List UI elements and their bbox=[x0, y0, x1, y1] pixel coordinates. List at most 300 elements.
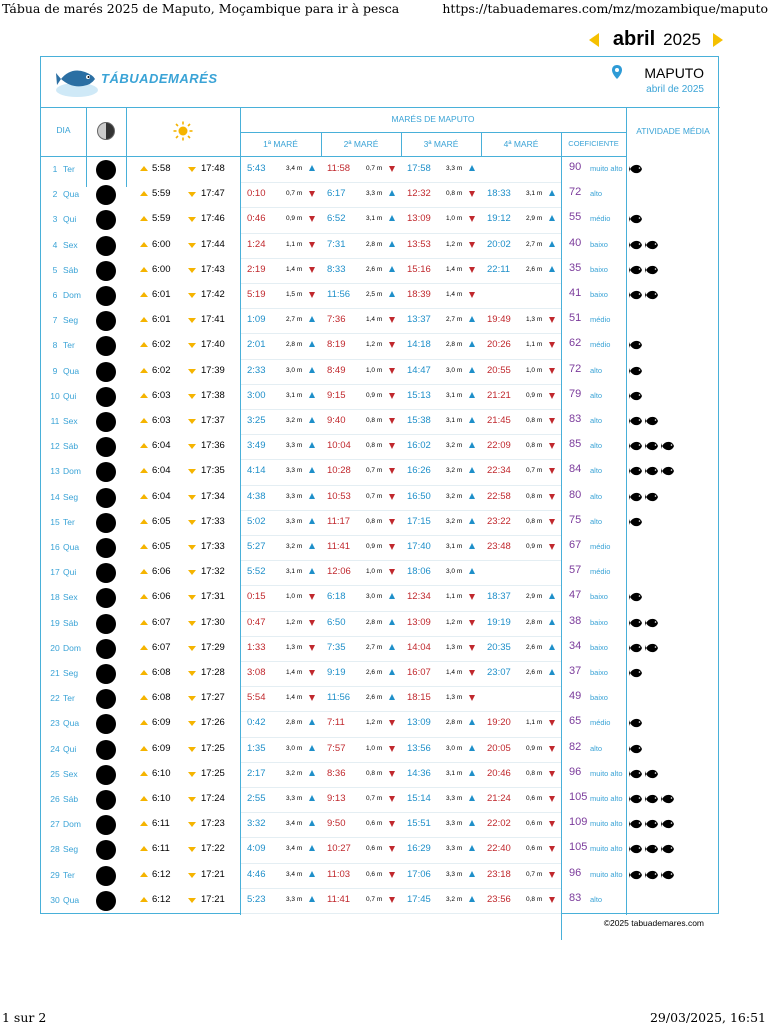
low-tide-icon bbox=[389, 544, 395, 550]
sunrise-time: 6:06 bbox=[152, 591, 171, 603]
tide-time: 21:45 bbox=[487, 415, 511, 426]
sunrise-time: 6:02 bbox=[152, 364, 171, 376]
day-number: 14 bbox=[50, 491, 60, 502]
fish-icon bbox=[629, 794, 643, 804]
tide-height: 1,2 m bbox=[446, 618, 463, 626]
fish-icon bbox=[629, 744, 643, 754]
sunrise-icon bbox=[140, 771, 148, 776]
coefficient-label: médio bbox=[590, 214, 611, 224]
sunset-time: 17:39 bbox=[201, 364, 225, 376]
tide-time: 23:56 bbox=[487, 893, 511, 905]
high-tide-icon bbox=[549, 593, 555, 599]
weekday: Qua bbox=[63, 365, 80, 376]
sunrise-icon bbox=[140, 569, 148, 574]
sunset-time: 17:21 bbox=[201, 868, 225, 880]
tide-height: 3,2 m bbox=[286, 769, 303, 777]
day-number: 13 bbox=[50, 466, 60, 477]
sunset-time: 17:48 bbox=[201, 163, 225, 174]
tide-height: 2,6 m bbox=[366, 694, 383, 702]
tide-time: 20:46 bbox=[487, 767, 511, 779]
sunrise-time: 5:58 bbox=[152, 163, 171, 174]
location-city: MAPUTO bbox=[644, 65, 704, 81]
sunset-time: 17:27 bbox=[201, 692, 225, 704]
print-page-title: Tábua de marés 2025 de Maputo, Moçambique para ir à pesca bbox=[2, 1, 400, 16]
tide-height: 0,8 m bbox=[366, 769, 383, 777]
table-row bbox=[41, 787, 720, 812]
tide-height: 0,7 m bbox=[366, 165, 383, 172]
tide-time: 11:41 bbox=[327, 541, 351, 552]
sunset-time: 17:34 bbox=[201, 490, 225, 502]
day-number: 16 bbox=[50, 542, 60, 552]
high-tide-icon bbox=[469, 770, 475, 776]
tide-time: 8:49 bbox=[327, 364, 346, 376]
sunset-icon bbox=[188, 369, 196, 374]
tide-height: 3,1 m bbox=[286, 391, 303, 399]
tide-height: 0,7 m bbox=[526, 467, 543, 475]
high-tide-icon bbox=[469, 795, 475, 801]
low-tide-icon bbox=[389, 897, 395, 903]
fish-icon bbox=[661, 794, 675, 804]
sunrise-time: 6:05 bbox=[152, 515, 171, 527]
tide-height: 1,3 m bbox=[446, 694, 463, 702]
sunrise-icon bbox=[140, 897, 148, 902]
coefficient-label: muito alto bbox=[590, 768, 623, 778]
fishing-activity bbox=[629, 240, 659, 250]
fishing-activity bbox=[629, 391, 643, 401]
fish-icon bbox=[629, 819, 643, 829]
high-tide-icon bbox=[469, 745, 475, 751]
low-tide-icon bbox=[469, 670, 475, 676]
tide-height: 2,8 m bbox=[366, 618, 383, 626]
sunrise-icon bbox=[140, 443, 148, 448]
tide-height: 0,7 m bbox=[366, 795, 383, 802]
moon-phase-icon bbox=[96, 387, 116, 407]
month-name: abril bbox=[612, 28, 656, 50]
weekday: Seg bbox=[63, 315, 79, 326]
fishing-activity bbox=[629, 819, 675, 829]
location-city-wrap bbox=[626, 65, 704, 81]
fish-logo-icon bbox=[55, 63, 99, 99]
sunrise-time: 6:11 bbox=[152, 818, 170, 830]
tide-time: 18:33 bbox=[487, 188, 511, 200]
day-number: 4 bbox=[52, 239, 58, 250]
coefficient-label: muito alto bbox=[590, 819, 623, 829]
tide-height: 3,2 m bbox=[286, 543, 303, 550]
high-tide-icon bbox=[309, 770, 315, 776]
tide-time: 5:27 bbox=[247, 541, 266, 552]
weekday: Dom bbox=[63, 466, 81, 477]
moon-phase-icon bbox=[96, 740, 116, 760]
day-number: 6 bbox=[52, 290, 58, 300]
tide-height: 1,2 m bbox=[286, 618, 303, 626]
sunrise-time: 6:09 bbox=[152, 717, 171, 729]
weekday: Sex bbox=[63, 768, 78, 779]
tide-time: 18:37 bbox=[487, 591, 511, 603]
low-tide-icon bbox=[549, 544, 555, 550]
sunset-time: 17:25 bbox=[201, 767, 225, 779]
sunrise-time: 6:03 bbox=[152, 415, 171, 426]
high-tide-icon bbox=[549, 619, 555, 625]
tide-time: 4:46 bbox=[247, 868, 266, 880]
tide-time: 10:53 bbox=[327, 490, 351, 502]
high-tide-icon bbox=[469, 417, 475, 423]
coefficient-label: alto bbox=[590, 894, 603, 904]
sunrise-time: 6:08 bbox=[152, 692, 171, 704]
table-row bbox=[41, 333, 720, 358]
moon-phase-icon bbox=[96, 664, 116, 684]
table-row bbox=[41, 182, 720, 207]
fish-icon bbox=[629, 340, 643, 350]
fishing-activity bbox=[629, 366, 643, 376]
tide-time: 7:11 bbox=[327, 717, 345, 729]
tide-time: 20:55 bbox=[487, 364, 511, 376]
tide-time: 22:58 bbox=[487, 490, 511, 502]
day-number: 9 bbox=[52, 365, 58, 376]
tide-time: 13:56 bbox=[407, 742, 431, 754]
tide-height: 1,1 m bbox=[446, 593, 463, 601]
high-tide-icon bbox=[469, 493, 475, 499]
fish-icon bbox=[645, 466, 659, 476]
sunrise-time: 6:01 bbox=[152, 314, 171, 326]
sunset-time: 17:33 bbox=[201, 515, 225, 527]
header-activity: ATIVIDADE MÉDIA bbox=[636, 126, 710, 136]
moon-phase-icon bbox=[96, 210, 116, 230]
tide-height: 0,8 m bbox=[366, 517, 383, 525]
fishing-activity bbox=[629, 164, 643, 174]
fishing-activity bbox=[629, 466, 675, 476]
moon-phase-icon bbox=[96, 311, 116, 331]
low-tide-icon bbox=[469, 645, 475, 651]
fishing-activity bbox=[629, 643, 659, 653]
table-row bbox=[41, 888, 720, 913]
moon-phase-icon bbox=[96, 714, 116, 734]
moon-phase-icon bbox=[96, 639, 116, 659]
table-row bbox=[41, 585, 720, 610]
tide-time: 16:07 bbox=[407, 667, 431, 678]
low-tide-icon bbox=[309, 620, 315, 626]
sunset-time: 17:25 bbox=[201, 742, 225, 754]
tide-height: 1,0 m bbox=[366, 366, 383, 374]
coefficient-label: alto bbox=[590, 416, 603, 425]
tide-time: 4:09 bbox=[247, 843, 266, 855]
sunrise-icon bbox=[140, 544, 148, 549]
moon-phase-icon bbox=[96, 336, 116, 356]
tide-height: 1,0 m bbox=[526, 366, 543, 374]
sunrise-icon bbox=[140, 645, 148, 650]
tide-height: 3,3 m bbox=[286, 442, 303, 450]
low-tide-icon bbox=[549, 720, 555, 726]
tide-time: 14:47 bbox=[407, 364, 431, 376]
tide-height: 2,5 m bbox=[366, 291, 383, 298]
header-tides-group: MARÉS DE MAPUTO bbox=[391, 114, 475, 124]
tide-time: 10:27 bbox=[327, 843, 351, 855]
coefficient-label: baixo bbox=[590, 290, 608, 299]
header-day: DIA bbox=[56, 125, 71, 135]
sunrise-time: 6:08 bbox=[152, 667, 171, 678]
tide-height: 2,8 m bbox=[446, 341, 463, 349]
site-logo[interactable] bbox=[55, 63, 235, 99]
high-tide-icon bbox=[309, 896, 315, 902]
copyright: ©2025 tabuademares.com bbox=[603, 918, 704, 928]
high-tide-icon bbox=[469, 165, 475, 171]
coefficient-value: 47 bbox=[569, 589, 582, 602]
coefficient-value: 41 bbox=[569, 287, 582, 299]
sunrise-time: 6:10 bbox=[152, 793, 171, 804]
fish-icon bbox=[661, 466, 675, 476]
tide-time: 19:19 bbox=[487, 616, 511, 628]
day-number: 27 bbox=[50, 819, 60, 830]
sunrise-time: 5:59 bbox=[152, 213, 171, 225]
high-tide-icon bbox=[469, 442, 475, 448]
tide-time: 15:14 bbox=[407, 793, 431, 804]
fishing-activity bbox=[629, 290, 659, 300]
fishing-activity bbox=[629, 265, 659, 275]
low-tide-icon bbox=[549, 846, 555, 852]
fish-icon bbox=[645, 416, 659, 426]
tide-time: 14:18 bbox=[407, 339, 431, 351]
weekday: Sáb bbox=[63, 794, 79, 804]
moon-phase-icon bbox=[96, 866, 116, 886]
sunrise-time: 6:07 bbox=[152, 641, 171, 653]
high-tide-icon bbox=[309, 316, 315, 322]
tide-time: 19:49 bbox=[487, 314, 511, 326]
tide-time: 11:58 bbox=[327, 163, 351, 174]
sunrise-icon bbox=[140, 267, 148, 272]
tide-height: 3,3 m bbox=[286, 492, 303, 500]
tide-time: 1:35 bbox=[247, 742, 266, 754]
weekday: Ter bbox=[63, 869, 75, 880]
day-number: 17 bbox=[50, 567, 60, 578]
fish-icon bbox=[629, 391, 643, 401]
tide-time: 3:00 bbox=[247, 389, 266, 401]
fishing-activity bbox=[629, 668, 643, 678]
low-tide-icon bbox=[309, 216, 315, 222]
sunset-time: 17:21 bbox=[201, 893, 225, 905]
prev-month-icon[interactable] bbox=[589, 33, 599, 47]
tide-height: 0,9 m bbox=[366, 543, 383, 550]
tide-height: 0,9 m bbox=[526, 391, 543, 399]
sunset-time: 17:37 bbox=[201, 415, 225, 426]
tide-height: 2,9 m bbox=[526, 215, 543, 223]
sunset-time: 17:23 bbox=[201, 818, 225, 830]
coefficient-label: alto bbox=[590, 365, 603, 375]
high-tide-icon bbox=[309, 568, 315, 574]
moon-phase-icon bbox=[96, 362, 116, 382]
tide-time: 20:26 bbox=[487, 339, 511, 351]
fish-icon bbox=[629, 214, 643, 224]
sunset-time: 17:32 bbox=[201, 566, 225, 578]
low-tide-icon bbox=[549, 872, 555, 878]
sunrise-time: 6:00 bbox=[152, 263, 171, 275]
tide-time: 15:13 bbox=[407, 389, 431, 401]
moon-phase-icon bbox=[96, 261, 116, 281]
tide-time: 7:57 bbox=[327, 742, 346, 754]
low-tide-icon bbox=[389, 368, 395, 374]
moon-phase-icon bbox=[96, 765, 116, 785]
tide-time: 12:06 bbox=[327, 566, 351, 578]
low-tide-icon bbox=[389, 569, 395, 575]
tide-height: 2,8 m bbox=[446, 719, 463, 727]
coefficient-value: 105 bbox=[569, 841, 588, 854]
tide-time: 22:40 bbox=[487, 843, 511, 855]
fish-icon bbox=[629, 769, 643, 779]
table-row bbox=[41, 207, 720, 232]
tide-time: 9:13 bbox=[327, 793, 346, 804]
sunrise-icon bbox=[140, 746, 148, 751]
tide-height: 2,7 m bbox=[366, 643, 383, 651]
coefficient-value: 72 bbox=[569, 362, 582, 375]
coefficient-value: 72 bbox=[569, 186, 582, 199]
tide-time: 22:34 bbox=[487, 465, 511, 477]
tide-height: 3,0 m bbox=[446, 568, 463, 576]
tide-height: 3,0 m bbox=[286, 366, 303, 374]
print-header bbox=[0, 0, 768, 18]
tide-time: 19:20 bbox=[487, 717, 511, 729]
high-tide-icon bbox=[469, 568, 475, 574]
tide-height: 0,9 m bbox=[366, 391, 383, 399]
tide-time: 5:43 bbox=[247, 163, 266, 174]
sunrise-icon bbox=[140, 317, 148, 322]
low-tide-icon bbox=[309, 191, 315, 197]
tide-height: 3,3 m bbox=[446, 165, 463, 172]
high-tide-icon bbox=[469, 392, 475, 398]
low-tide-icon bbox=[389, 872, 395, 878]
tide-height: 1,4 m bbox=[446, 669, 463, 676]
tide-height: 1,2 m bbox=[446, 240, 463, 248]
sunrise-icon bbox=[140, 872, 148, 877]
tide-time: 3:49 bbox=[247, 440, 266, 452]
weekday: Ter bbox=[63, 516, 75, 527]
sunrise-time: 5:59 bbox=[152, 188, 171, 200]
coefficient-label: alto bbox=[590, 743, 603, 753]
fish-icon bbox=[661, 870, 675, 880]
moon-phase-icon bbox=[96, 437, 116, 457]
tide-height: 3,3 m bbox=[286, 467, 303, 475]
high-tide-icon bbox=[309, 795, 315, 801]
high-tide-icon bbox=[309, 442, 315, 448]
fish-icon bbox=[629, 416, 643, 426]
tide-height: 1,4 m bbox=[286, 265, 303, 273]
coefficient-label: baixo bbox=[590, 239, 608, 249]
coefficient-label: baixo bbox=[590, 592, 608, 602]
table-row bbox=[41, 308, 720, 333]
high-tide-icon bbox=[549, 241, 555, 247]
coefficient-value: 96 bbox=[569, 765, 582, 778]
sunset-time: 17:40 bbox=[201, 339, 225, 351]
sun-header-icon bbox=[173, 121, 193, 141]
sunset-icon bbox=[188, 217, 196, 222]
sunset-time: 17:42 bbox=[201, 289, 225, 300]
tide-time: 2:17 bbox=[247, 767, 266, 779]
fish-icon bbox=[629, 592, 643, 602]
weekday: Dom bbox=[63, 290, 81, 300]
high-tide-icon bbox=[309, 518, 315, 524]
sunrise-icon bbox=[140, 670, 148, 675]
coefficient-label: baixo bbox=[590, 693, 608, 703]
moon-phase-icon bbox=[96, 563, 116, 583]
sunrise-icon bbox=[140, 418, 148, 423]
table-row bbox=[41, 762, 720, 787]
table-row bbox=[41, 711, 720, 736]
coefficient-label: alto bbox=[590, 491, 603, 501]
day-number: 5 bbox=[52, 264, 58, 275]
day-number: 29 bbox=[50, 869, 60, 880]
table-row bbox=[41, 812, 720, 837]
fish-icon bbox=[645, 441, 659, 451]
moon-phase-icon bbox=[96, 286, 116, 306]
tide-time: 14:36 bbox=[407, 767, 431, 779]
coefficient-label: muito alto bbox=[590, 869, 623, 879]
fishing-activity bbox=[629, 744, 643, 754]
high-tide-icon bbox=[309, 845, 315, 851]
tide-time: 13:09 bbox=[407, 213, 431, 225]
tide-height: 3,4 m bbox=[286, 870, 303, 878]
header-tide-4: 4ª MARÉ bbox=[503, 139, 539, 149]
print-footer bbox=[0, 1008, 768, 1024]
sunset-icon bbox=[188, 721, 196, 726]
low-tide-icon bbox=[389, 468, 395, 474]
weekday: Sáb bbox=[63, 617, 79, 628]
print-datetime: 29/03/2025, 16:51 bbox=[649, 1010, 766, 1025]
table-row bbox=[41, 661, 720, 686]
tide-time: 19:12 bbox=[487, 213, 511, 225]
day-number: 26 bbox=[50, 794, 60, 804]
tide-height: 3,2 m bbox=[446, 517, 463, 525]
sunset-icon bbox=[188, 797, 196, 802]
tide-time: 13:09 bbox=[407, 616, 431, 628]
tide-time: 6:18 bbox=[327, 591, 346, 603]
weekday: Sáb bbox=[63, 441, 79, 452]
low-tide-icon bbox=[469, 267, 475, 273]
sunset-time: 17:31 bbox=[201, 591, 225, 603]
tide-time: 0:42 bbox=[247, 717, 266, 729]
tide-height: 3,2 m bbox=[446, 467, 463, 475]
month-navigator bbox=[589, 28, 723, 51]
high-tide-icon bbox=[549, 190, 555, 196]
tide-time: 20:05 bbox=[487, 742, 511, 754]
tide-time: 7:36 bbox=[327, 314, 346, 326]
moon-phase-icon bbox=[96, 614, 116, 634]
tide-height: 2,9 m bbox=[526, 593, 543, 601]
fish-icon bbox=[629, 265, 643, 275]
low-tide-icon bbox=[309, 645, 315, 651]
next-month-icon[interactable] bbox=[713, 33, 723, 47]
sunrise-time: 6:04 bbox=[152, 490, 171, 502]
tide-time: 9:19 bbox=[327, 667, 346, 678]
fishing-activity bbox=[629, 214, 643, 224]
tide-height: 0,9 m bbox=[526, 543, 543, 550]
table-row bbox=[41, 863, 720, 888]
low-tide-icon bbox=[549, 796, 555, 802]
day-number: 15 bbox=[50, 516, 60, 527]
tide-time: 7:31 bbox=[327, 238, 346, 250]
day-number: 28 bbox=[50, 844, 60, 855]
low-tide-icon bbox=[389, 821, 395, 827]
sunset-icon bbox=[188, 696, 196, 701]
sunset-icon bbox=[188, 469, 196, 474]
tide-height: 3,2 m bbox=[446, 492, 463, 500]
weekday: Qua bbox=[63, 718, 80, 729]
tide-height: 3,0 m bbox=[366, 593, 383, 601]
tide-time: 1:33 bbox=[247, 641, 266, 653]
moon-phase-icon bbox=[96, 891, 116, 911]
low-tide-icon bbox=[389, 393, 395, 399]
sunrise-icon bbox=[140, 695, 148, 700]
weekday: Sex bbox=[63, 592, 78, 603]
fish-icon bbox=[629, 718, 643, 728]
fish-icon bbox=[629, 441, 643, 451]
sunset-time: 17:36 bbox=[201, 440, 225, 452]
